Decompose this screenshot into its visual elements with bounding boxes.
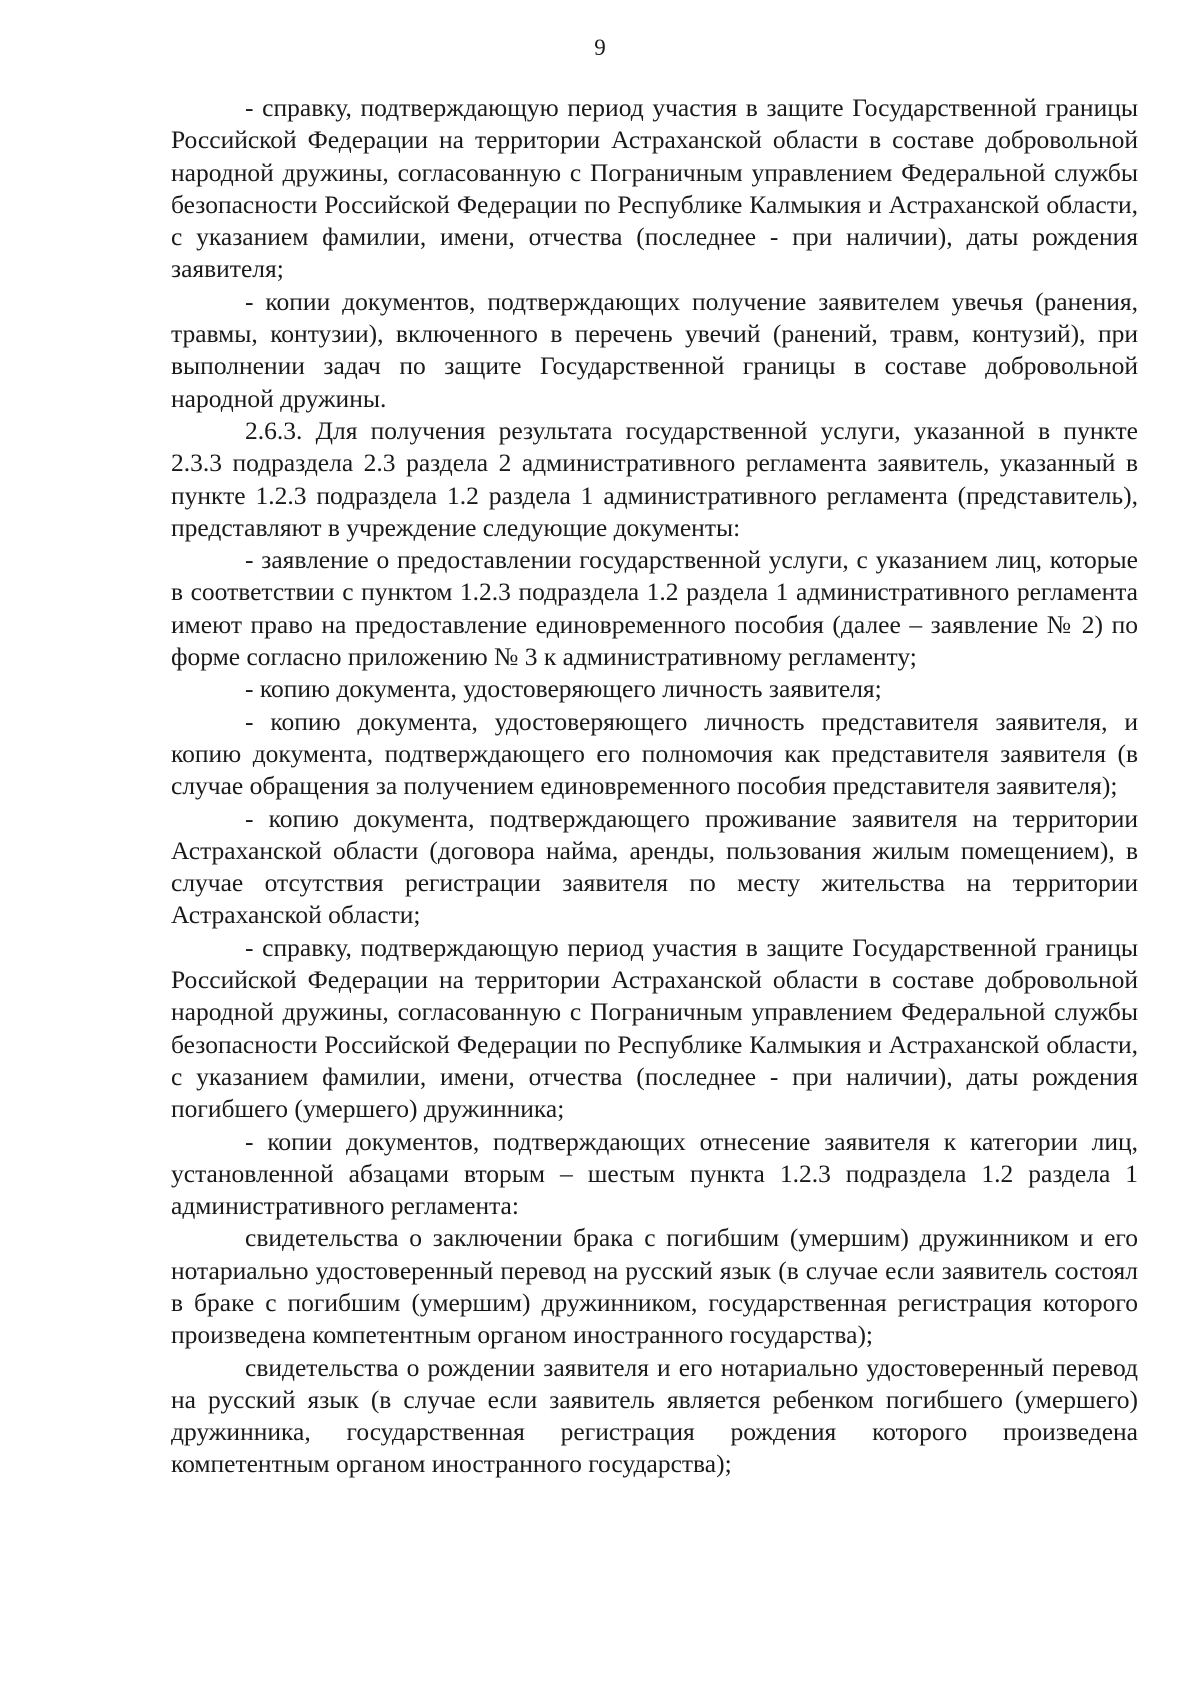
paragraph-application-form: - заявление о предоставлении государственной услуги, с указанием лиц, которые в соответствии с пунктом 1.2.3 подраздела 1.2 раздела 1 административного регламента имеют право на предоставление единовременного пособия (далее – заявление № 2) по форме согласно приложению № 3 к административному регламенту;: [171, 545, 1138, 672]
paragraph-residence-document: - копию документа, подтверждающего проживание заявителя на территории Астраханской области (договора найма, аренды, пользования жилым помещением), в случае отсутствия регистрации заявителя по месту жительства на территории Астраханской области;: [171, 803, 1138, 930]
paragraph-injury-documents: - копии документов, подтверждающих получение заявителем увечья (ранения, травмы, контузии), включенного в перечень увечий (ранений, травм, контузий), при выполнении задач по защите Государственной границы в составе добровольной народной дружины.: [171, 286, 1138, 413]
paragraph-category-documents: - копии документов, подтверждающих отнесение заявителя к категории лиц, установленной абзацами вторым – шестым пункта 1.2.3 подраздела 1.2 раздела 1 административного регламента:: [171, 1126, 1138, 1221]
paragraph-applicant-id-copy: - копию документа, удостоверяющего личность заявителя;: [245, 674, 882, 704]
paragraph-representative-id-copy: - копию документа, удостоверяющего личность представителя заявителя, и копию документа, подтверждающего его полномочия как представителя заявителя (в случае обращения за получением единовременного пособия представителя заявителя);: [171, 706, 1138, 801]
page-number: 9: [594, 35, 606, 60]
paragraph-birth-certificate: свидетельства о рождении заявителя и его нотариально удостоверенный перевод на русский язык (в случае если заявитель является ребенком погибшего (умершего) дружинника, государственная регистрация рождения которого произведена компетентным органом иностранного государства);: [171, 1352, 1138, 1479]
paragraph-certificate-participation: - справку, подтверждающую период участия в защите Государственной границы Российской Федерации на территории Астраханской области в составе добровольной народной дружины, согласованную с Пограничным управлением Федеральной службы безопасности Российской Федерации по Республике Калмыкия и Астраханской области, с указанием фамилии, имени, отчества (последнее - при наличии), даты рождения заявителя;: [171, 93, 1138, 284]
paragraph-marriage-certificate: свидетельства о заключении брака с погибшим (умершим) дружинником и его нотариально удостоверенный перевод на русский язык (в случае если заявитель состоял в браке с погибшим (умершим) дружинником, государственная регистрация которого произведена компетентным органом иностранного государства);: [171, 1223, 1138, 1350]
paragraph-certificate-deceased: - справку, подтверждающую период участия в защите Государственной границы Российской Федерации на территории Астраханской области в составе добровольной народной дружины, согласованную с Пограничным управлением Федеральной службы безопасности Российской Федерации по Республике Калмыкия и Астраханской области, с указанием фамилии, имени, отчества (последнее - при наличии), даты рождения погибшего (умершего) дружинника;: [171, 932, 1138, 1124]
paragraph-section-2-6-3: 2.6.3. Для получения результата государственной услуги, указанной в пункте 2.3.3 подраздела 2.3 раздела 2 административного регламента заявитель, указанный в пункте 1.2.3 подраздела 1.2 раздела 1 административного регламента (представитель), представляют в учреждение следующие документы:: [171, 415, 1138, 542]
document-body: [171, 92, 1138, 1481]
